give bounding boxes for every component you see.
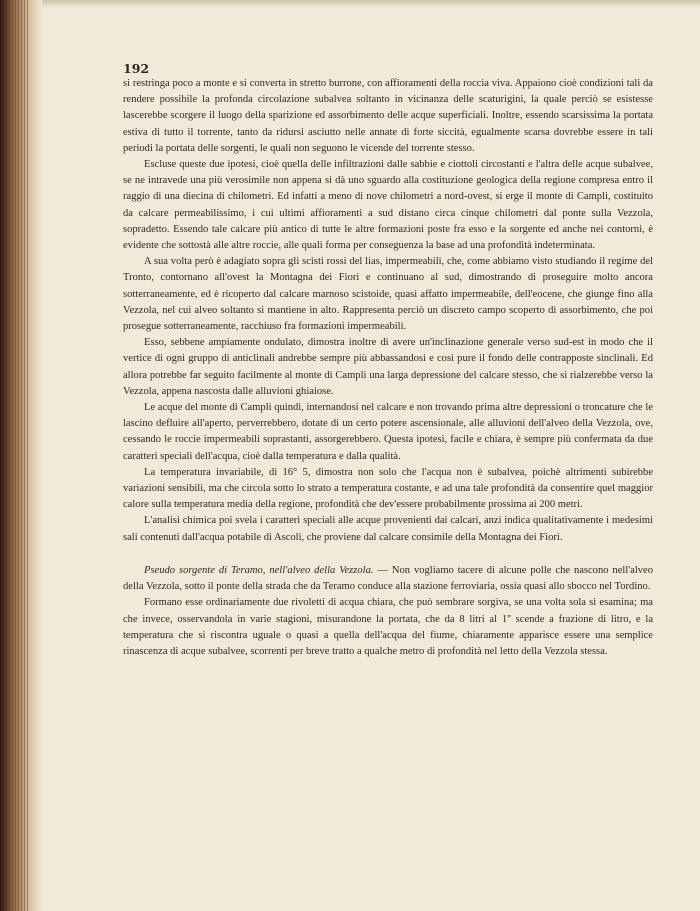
paragraph: si restringa poco a monte e si converta in stretto burrone, con affioramenti della roccia viva. Appaiono cioè condizioni tali da rendere possibile la profonda circolazione subalvea soltanto in vicinanza delle scaturigini, la quale perciò se esistesse lascerebbe scorgere il luogo della sparizione ed assorbimento delle acque superficiali. Inoltre, essendo scarsissima la portata estiva di tutto il torrente, tanto da ridursi asciutto nelle annate di forte siccità, egualmente scarsa dovrebbe essere in tali periodi la portata delle sorgenti, le quali non seguono le vicende del torrente stesso.: [123, 78, 653, 154]
body-text: [123, 76, 653, 660]
paragraph: Formano esse ordinariamente due rivoletti di acqua chiara, che può sembrare sorgiva, se una volta sola si esamina; ma che invece, osservandola in varie stagioni, misurandone la portata, che da 8 litri al 1'' scende a frazione di litro, e la temperatura che si riscontra uguale o quasi a quella dell'acqua del fiume, chiaramente apparisce essere una semplice rinascenza di acque subalvee, scorrenti per breve tratto a qualche metro di profondità nel letto della Vezzola stessa.: [123, 597, 653, 657]
paragraph: A sua volta però è adagiato sopra gli scisti rossi del lias, impermeabili, che, come abbiamo visto studiando il regime del Tronto, contornano all'ovest la Montagna dei Fiori e continuano al sud, dimostrando di proseguire molto ancora sotterraneamente, ed è ricoperto dal calcare marnoso scistoide, quasi affatto impermeabile, dell'eocene, che giunge fino alla Vezzola, nel cui alveo soltanto si mantiene in alto. Rappresenta perciò un discreto campo scoperto di assorbimento, che poi prosegue sotterraneamente, racchiuso fra formazioni impermeabili.: [123, 256, 653, 333]
page-number: 192: [123, 61, 150, 76]
section-text: Non vogliamo tacere di alcune polle che nascono nell'alveo della Vezzola, sotto il ponte della strada che da Teramo conduce alla stazione ferroviaria, ossia quasi allo sbocco nel Tordino.: [123, 564, 653, 593]
page-stack-edges: [6, 0, 28, 911]
paragraph: L'analisi chimica poi svela i caratteri speciali alle acque provenienti dai calcari, anzi indica qualitativamente i medesimi sali contenuti dall'acqua potabile di Ascoli, che proviene dal calcare consimile della Montagna dei Fiori.: [123, 515, 653, 543]
paragraph: Escluse queste due ipotesi, cioè quella delle infiltrazioni dalle sabbie e ciottoli circostanti e l'altra delle acque subalvee, se ne intravede una più verosimile non appena si dà uno sguardo alla costituzione geologica della regione compresa entro il raggio di una diecina di chilometri. Ed infatti a meno di nove chilometri a nord-ovest, si erge il monte di Campli, costituito da calcare permeabilissimo, i cui ultimi affioramenti a sud distano circa cinque chilometri dal ponte sulla Vezzola, sopradetto. Essendo tale calcare più antico di tutte le altre formazioni poste fra esso e la sorgente ed anche nei contorni, è evidente che sottostà alle altre roccie, alle quali forma per conseguenza la base ad una profondità indeterminata.: [123, 159, 653, 252]
paragraph: La temperatura invariabile, di 16° 5, dimostra non solo che l'acqua non è subalvea, poichè altrimenti subirebbe variazioni sensibili, ma che circola sotto lo strato a temperatura costante, e ad una tale profondità da consentire quel maggior calore sulla temperatura media della regione, profondità che dev'essere probabilmente prossima ai 200 metri.: [123, 466, 653, 511]
section-paragraph: [123, 563, 653, 595]
page-top-shadow: [42, 0, 700, 8]
section-title: Pseudo sorgente di Teramo, nell'alveo della Vezzola.: [144, 564, 374, 576]
section-separator: —: [373, 564, 392, 576]
paragraph: Le acque del monte di Campli quindi, internandosi nel calcare e non trovando prima altre depressioni o troncature che le lascino defluire all'aperto, perverrebbero, dotate di un certo potere ascensionale, alle alluvioni dell'alveo della Vezzola, ove, cessando le roccie impermeabili soprastanti, assorgerebbero. Questa ipotesi, facile e chiara, è sempre più confermata da due caratteri speciali dell'acqua, cioè dalla temperatura e dalla qualità.: [123, 402, 653, 462]
paragraph: Esso, sebbene ampiamente ondulato, dimostra inoltre di avere un'inclinazione generale verso sud-est in modo che il vertice di ogni gruppo di anticlinali andrebbe sempre più abbassandosi e così pure il fondo delle contrapposte sinclinali. Ed allora potrebbe far seguito facilmente al monte di Campli una larga depressione del calcare stesso, che si rialzerebbe verso la Vezzola, appena nascosta dalle alluvioni ghiaiose.: [123, 337, 653, 397]
